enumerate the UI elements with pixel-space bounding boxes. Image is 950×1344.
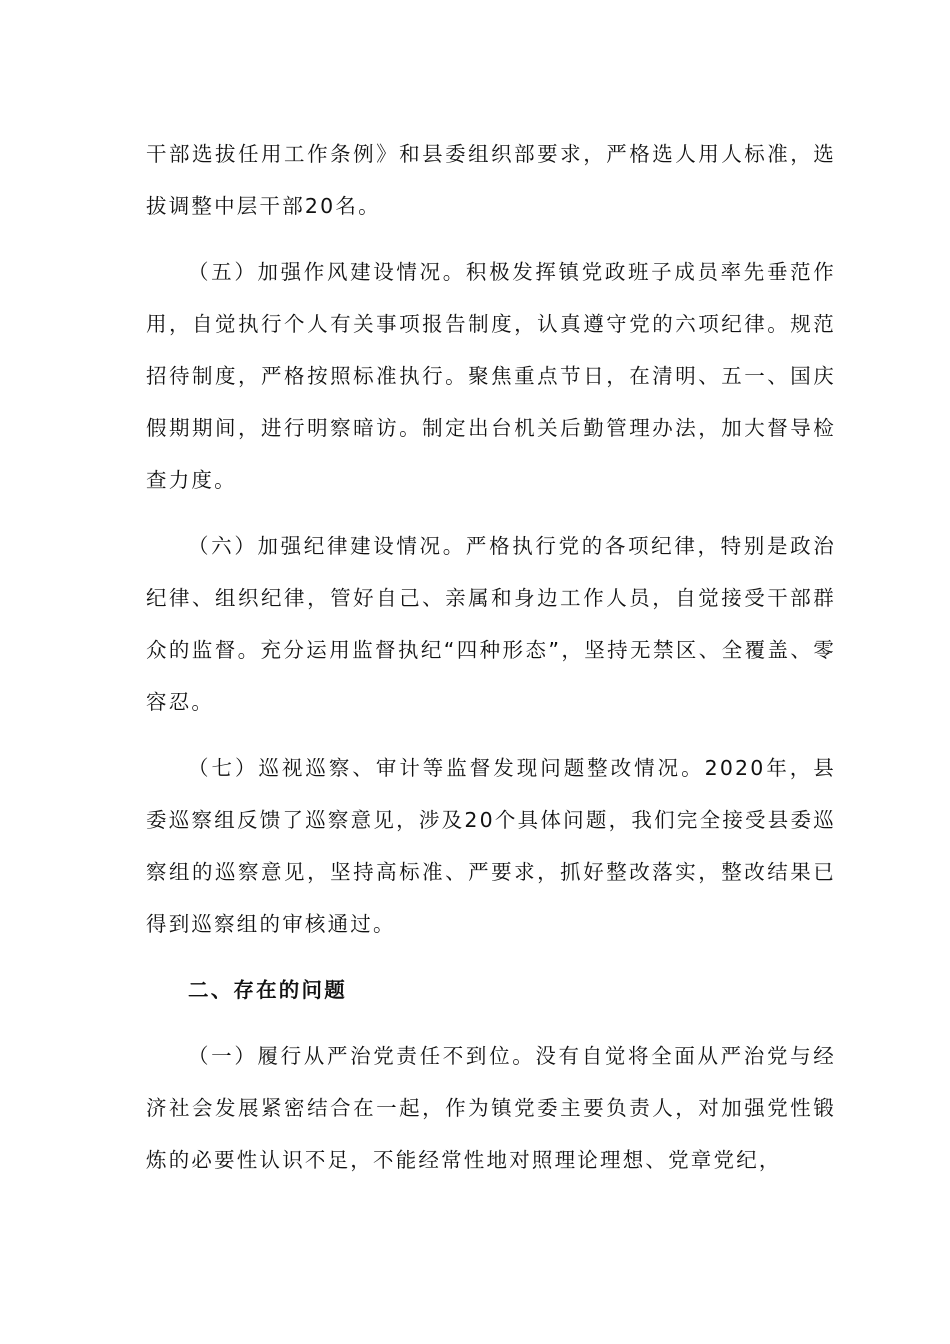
paragraph-section-6: （六）加强纪律建设情况。严格执行党的各项纪律，特别是政治纪律、组织纪律，管好自己、亲属和身边工作人员，自觉接受干部群众的监督。充分运用监督执纪“四种形态”，坚持无禁区、全覆盖、零容忍。 — [146, 534, 836, 714]
document-body — [146, 128, 836, 1186]
paragraph-problem-1: （一）履行从严治党责任不到位。没有自觉将全面从严治党与经济社会发展紧密结合在一起，作为镇党委主要负责人，对加强党性锻炼的必要性认识不足，不能经常性地对照理论理想、党章党纪， — [146, 1044, 836, 1172]
paragraph-continuation: 干部选拔任用工作条例》和县委组织部要求，严格选人用人标准，选拔调整中层干部20名。 — [146, 142, 836, 218]
paragraph-section-7: （七）巡视巡察、审计等监督发现问题整改情况。2020年，县委巡察组反馈了巡察意见，涉及20个具体问题，我们完全接受县委巡察组的巡察意见，坚持高标准、严要求，抓好整改落实，整改结果已得到巡察组的审核通过。 — [146, 756, 836, 936]
section-heading-problems: 二、存在的问题 — [188, 978, 347, 1002]
paragraph-section-5: （五）加强作风建设情况。积极发挥镇党政班子成员率先垂范作用，自觉执行个人有关事项报告制度，认真遵守党的六项纪律。规范招待制度，严格按照标准执行。聚焦重点节日，在清明、五一、国庆假期期间，进行明察暗访。制定出台机关后勤管理办法，加大督导检查力度。 — [146, 260, 836, 492]
